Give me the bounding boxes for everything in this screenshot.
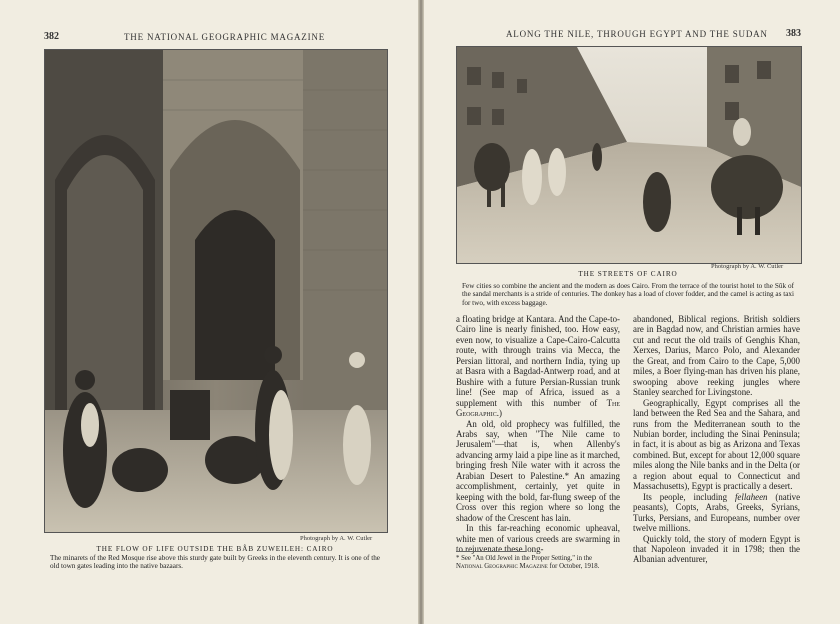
left-column-paragraph [456,314,620,419]
right-photo-caption: Few cities so combine the ancient and the modern as does Cairo. From the terrace of the tourist hotel to the Sûk of the sandal merchants is a stride of centuries. The donkey has a load of clover fodder, and the camel is acting as taxi for two, with excess baggage. [462,282,794,307]
peoples-text-a: Its people, including [643,491,728,502]
left-column-p1-text: a floating bridge at Kantara. And the Cape-to-Cairo line is nearly finished, too. How easy, even now, to visualize a Cape-Cairo-Calcutta route, with through trains via Mecca, the Persian littoral, and northern India, tying up at Basra with a Bagdad-Antwerp road, and at Bushire with a future Persian-Russian trunk line! (See map of Africa, issued as a supplement with this number of [456,314,620,408]
left-photo-caption: The minarets of the Red Mosque rise above this sturdy gate built by Greeks in the eleventh century. It is one of the old town gates leading into the native bazaars. [50,554,380,571]
bab-zuweileh-image [45,50,387,532]
left-photo-credit: Photograph by A. W. Cutler [300,535,373,542]
streets-of-cairo-photo [456,46,802,264]
fellaheen-term: fellaheen [734,491,768,502]
right-column-paragraph [633,492,800,534]
footnote-text-b: for October, 1918. [549,563,600,571]
left-column-paragraph: In this far-reaching economic upheaval, white men of various creeds are swarming in to rejuvenate these long- [456,523,620,554]
right-column-paragraph: Quickly told, the story of modern Egypt is that Napoleon invaded it in 1798; then the Albanian adventurer, [633,533,800,565]
right-page-number: 383 [786,28,801,39]
footnote-rule [456,551,526,552]
right-photo-credit: Photograph by A. W. Cutler [711,263,784,270]
text-column-left [456,314,620,554]
bab-zuweileh-photo [44,49,388,533]
left-page-number: 382 [44,31,59,42]
right-page [424,0,840,624]
right-column-paragraph: abandoned, Biblical regions. British soldiers are in Bagdad now, and Christian armies have cut and recut the old trails of Genghis Khan, Xerxes, Darius, Marco Polo, and Alexander the Great, and from Cairo to the Cape, 5,000 miles, a Boer flying-man has driven his plane, swooping above reeking jungles where Stanley searched for Livingstone. [633,314,800,398]
footnote [456,555,620,571]
streets-of-cairo-image [457,47,801,263]
right-running-head: ALONG THE NILE, THROUGH EGYPT AND THE SUDAN [506,29,768,39]
left-page [0,0,418,624]
left-photo-title: THE FLOW OF LIFE OUTSIDE THE BÂB ZUWEILEH: CAIRO [96,545,334,553]
magazine-name-ref: The Geographic.) [456,397,620,419]
footnote-magazine-name: National Geographic Magazine [456,563,548,571]
footnote-text-a: * See "An Old Jewel in the Proper Setting," in the [456,555,592,562]
left-column-paragraph: An old, old prophecy was fulfilled, the Arabs say, when "The Nile came to Jerusalem"—that is, when Allenby's advancing army laid a pipe line as it marched, bringing fresh Nile water with it across the Arabian Desert to Palestine.* An amazing accomplishment, certainly, yet quite in keeping with the bold, far-flung sweep of the Cross over this region where so long the shadow of the Crescent has lain. [456,418,620,523]
right-photo-title: THE STREETS OF CAIRO [578,270,678,278]
right-column-paragraph: Geographically, Egypt comprises all the land between the Red Sea and the Sahara, and runs from the Mediterranean south to the Nubian border, including the Sinai Peninsula; in fact, it is about as big as Arizona and Texas combined. But, except for about 12,000 square miles along the Nile banks and in the Delta (or a region about equal to Connecticut and Massachusetts), Egypt is practically a desert. [633,397,800,492]
peoples-text-b: (native peasants), Copts, Arabs, Greeks, Syrians, Turks, Persians, and Europeans, number over twelve millions. [633,491,801,534]
text-column-right [633,314,800,565]
left-running-head: THE NATIONAL GEOGRAPHIC MAGAZINE [124,32,325,42]
